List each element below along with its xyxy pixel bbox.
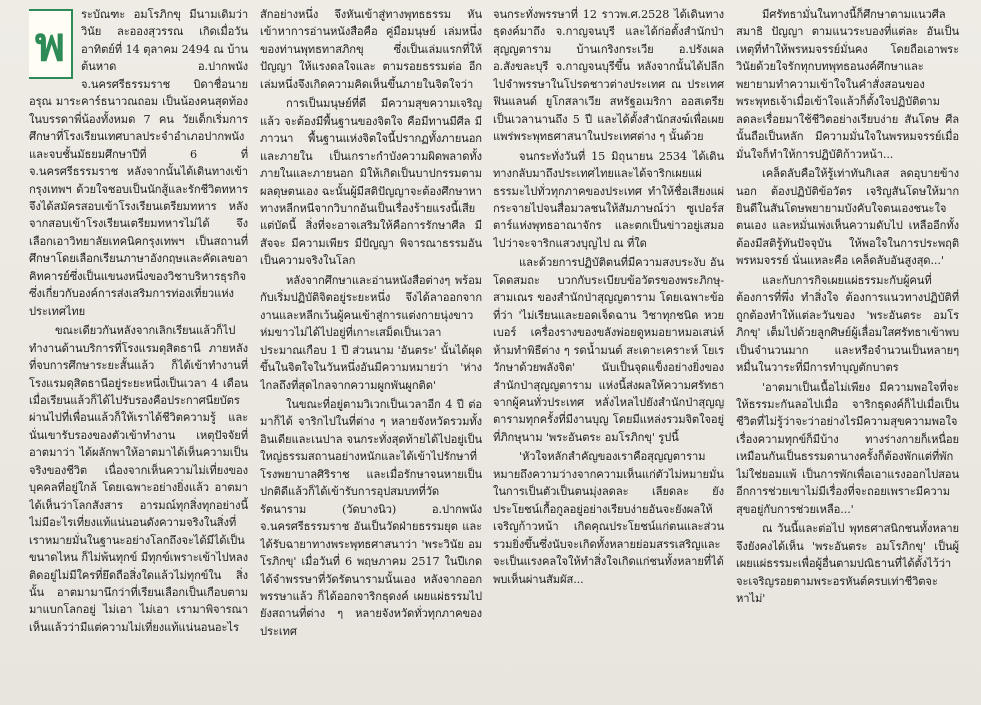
paragraph: และด้วยการปฏิบัติตนที่มีความสงบระงับ อันโดดสมถะ บวกกับระเบียบข้อวัตรของพระภิกษุ-สามเณร ของสำนักป่าสุญญตาราม โดยเฉพาะข้อที่ว่า 'ไม่เรียนและยอดเจ็ดฉาน วิชาทุกชนิด หวยเบอร์ เครื่องรางของขลังพ่อยดูหมอยาหมอเสน่ห์ ห้ามทำพิธีต่าง ๆ รดน้ำมนต์ สะเดาะเคราะห์ โยเร วักษาด้วยพลังจิต' นับเป็นจุดแข็งอย่างยิ่งของสำนักป่าสุญญตาราม แห่งนี้ส่งผลให้ความศรัทธาจากผู้คนทั่วประเทศ หลั่งไหลไปยังสำนักป่าสุญญตารามทุกครั้งที่มีงานบุญ โดยมีแหล่งรวมจิตใจอยู่ที่ภิกษุนาม 'พระอันตระ อมโรภิกขุ' รูปนี้ bbox=[493, 256, 724, 444]
paragraph: การเป็นมนุษย์ที่ดี มีความสุขความเจริญแล้ว จะต้องมีพื้นฐานของจิตใจ คือมีทานมีศีล มีภาวนา พื้นฐานแห่งจิตใจนี้ปรากฏทั้งภายนอก และภายใน เป็นเกราะกำบังความผิดพลาดทั้งภายในและภายนอก มิให้เกิดเป็นบาปกรรมตามผลดุษตนเอง ฉะนั้นผู้มีสติปัญญาจะต้องศึกษาหาทางหลีกหนีจากวิบากอันเป็นเรื่องร้ายแรงนี้เสียแต่บัดนี้ สิ่งที่จะอาจเสริมให้คือการรักษาศีล มีสัจจะ มีความเพียร มีปัญญา พิจารณาธรรมอันเป็นความจริงในโลก bbox=[260, 97, 482, 268]
paragraph: จนกระทั่งพรรษาที่ 12 ราวพ.ศ.2528 ได้เดินทางธุดงค์มาถึง จ.กาญจนบุรี และได้ก่อตั้งสำนักป่าสุญญตาราม บ้านเกริงกระเวีย อ.ปรังเผล อ.สังขละบุรี จ.กาญจนบุรีขึ้น หลังจากนั้นได้ปลีกไปจำพรรษาในโปรดชาวต่างประเทศ ณ ประเทศฟินแลนด์ ยูโกสลาเวีย สหรัฐอเมริกา ออสเตรีย เป็นเวลานานถึง 5 ปี และได้ตั้งสำนักสงฆ์เพื่อเผยแพร่พระพุทธศาสนาในประเทศต่าง ๆ นั้นด้วย bbox=[493, 8, 724, 144]
paragraph: เคล็ดลับคือให้รู้เท่าทันกิเลส ลดอุบายข้างนอก ต้องปฏิบัติข้อวัตร เจริญสันโดษให้มาก ยินดีในสันโดษพยายามบังคับใจตนเองชนะใจตนเอง และหมั่นเพ่งเห็นความดับไป เหลืออีกทั้งต้องมีสติรู้ทันปัจจุบัน ให้พอใจในการประพฤติพรหมจรรย์ นั่นแหละคือ เคล็ดลับอันสูงสุด...' bbox=[736, 167, 959, 268]
paragraph: จนกระทั่งวันที่ 15 มิถุนายน 2534 ได้เดินทางกลับมาถึงประเทศไทยและได้จาริกเผยแผ่ธรรมะไปทั่วทุกภาคของประเทศ ทำให้ชื่อเสียงแผ่กระจายไปจนสื่อมวลชนให้สัมภาษณ์ว่า ซูเปอร์สตาร์แห่งพุทธอาณาจักร และตกเป็นข่าวอยู่เสมอไปว่าจะจาริกแสวงบุญไป ณ ที่ใด bbox=[493, 149, 724, 250]
paragraph: ในขณะที่อยู่ตามวิเวกเป็นเวลาอีก 4 ปี ต่อมาก็ได้ จาริกไปในที่ต่าง ๆ หลายจังหวัดรวมทั้งอินเดียและเนปาล จนกระทั่งสุดท้ายได้ไปอยู่เป็นใหญ่ธรรมสถานอย่างหนักและได้เข้าไปรักษาที่โรงพยาบาลศิริราช และเมื่อรักษาจนหายเป็นปกติดีแล้วก็ได้เข้ารับการอุปสมบทที่วัดรัตนาราม (วัดบางนิว) อ.ปากพนัง จ.นครศรีธรรมราช อันเป็นวัดฝ่ายธรรมยุต และได้รับฉายาทางพระพุทธศาสนาว่า 'พระวินัย อมโรภิกขุ' เมื่อวันที่ 6 พฤษภาคม 2517 ในปีเกดได้จำพรรษาที่วัดรัตนารามนั้นเอง หลังจากออกพรรษาแล้ว ก็ได้ออกจาริกธุดงค์ เผยแผ่ธรรมไปยังสถานที่ต่าง ๆ หลายจังหวัดทั่วทุกภาคของประเทศ bbox=[260, 397, 482, 638]
article-column-3 bbox=[493, 6, 724, 705]
article-column-2 bbox=[260, 6, 482, 705]
paragraph: 'หัวใจหลักสำคัญของเราคือสุญญตาราม หมายถึงความว่างจากความเห็นแก่ตัวไม่หมายมั่นในการเป็นตัวเป็นตนมุ่งลดละ เลียดละ ยังประโยชน์เกื้อกูลอยู่อย่างเรียบง่ายอันจะยังผลให้เจริญก้าวหน้า เกิดคุณประโยชน์แก่ตนและส่วนรวมยิ่งขึ้นซึ่งนับจะเกิดทั้งหลายย่อมสรรเสริญและจะเป็นแรงคลใจให้ทำสิ่งใจเกิดแก่ชนทั้งหลายที่ได้พบเห็นผ่านสัมผัส... bbox=[493, 450, 724, 586]
drop-cap bbox=[29, 9, 73, 79]
drop-cap-letter: พ bbox=[34, 17, 66, 71]
paragraph: หลังจากศึกษาและอ่านหนังสือต่างๆ พร้อมกับเริ่มปฏิบัติจิตอยู่ระยะหนึ่ง จึงได้ลาออกจากงานและหลีกเว้นผู้คนเข้าสู่การแต่งกายนุ่งขาวห่มขาวไม่ได้ไปอยู่ที่เกาะเสม็ดเป็นเวลาประมาณเกือบ 1 ปี ส่วนนาม 'อันตระ' นั้นได้ผุดขึ้นในจิตใจในวันหนึ่งอันมีความหมายว่า 'ห่างไกลถึงที่สุดไกลจากความผูกพันผูกติด' bbox=[260, 273, 482, 392]
article-column-4 bbox=[736, 6, 959, 705]
paragraph: ณ วันนี้และต่อไป พุทธศาสนิกชนทั้งหลายจึงยังคงได้เห็น 'พระอันตระ อมโรภิกขุ' เป็นผู้เผยแผ่ธรรมะเพื่อผู้อื่นตามปณิธานที่ได้ตั้งไว้ว่า จะเจริญรอยตามพระอรหันต์ครบเท่าชีวิตจะหาไม่' bbox=[736, 522, 959, 605]
paragraph: ขณะเดียวกันหลังจากเลิกเรียนแล้วก็ไปทำงานด้านบริการที่โรงแรมดุสิตธานี ภายหลังที่จบการศึกษาระยะสั้นแล้ว ก็ได้เข้าทำงานที่โรงแรมดุสิตธานีอยู่ระยะหนึ่งเป็นเวลา 4 เดือน เมื่อเรียนแล้วก็ได้ไปรับรองคือประกาศนียบัตร ผ่านไปที่เพื่อนแล้วก็ให้เราได้ชีวิตความรู้ และนั่นเขารับรองของตัวเข้าทำงาน เหตุปัจจัยที่อาตมาว่า ได้ผลักพาให้อาตมาได้เห็นความเป็นจริงของชีวิต เนื่องจากเห็นความไม่เที่ยงของบุคคลที่อยู่ใกล้ โดยเฉพาะอย่างยิ่งแล้ว อาตมาได้เห็นว่าโลกสังสาร อารมณ์ทุกสิ่งทุกอย่างนี้ไม่มีอะไรเที่ยงแท้แน่นอนดังความจริงในสิ่งที่เราหมายมั่นในฐานะอย่างโลกถึงจะได้มีได้เป็นขนาดไหน ก็ไม่พ้นทุกข์ มีทุกข์เพราะเข้าไปหลงติดอยู่ไม่มีใครที่ยึดถือสิ่งใดแล้วไม่ทุกข์ใน สิ่งนั้น อาตมามานึกว่าที่เรียนเลือกเป็นเกือบตามมาแบกโลกอยู่ ไม่เอา ไม่เอา เรามาพิจารณาเห็นแล้วว่ามีแต่ความไม่เที่ยงแท้แน่นอนอะไร bbox=[29, 324, 248, 634]
paragraph: สักอย่างหนึ่ง จึงหันเข้าสู่ทางพุทธธรรม หันเข้าหาการอ่านหนังสือคือ คู่มือมนุษย์ เล่มหนึ่งของท่านพุทธทาสภิกขุ ซึ่งเป็นเล่มแรกที่ให้ปัญญา ให้แรงดลใจและ ตามรอยธรรมต่อ อีกเล่มหนึ่งจึงเกิดความคิดเห็นขึ้นภายในจิตใจว่า bbox=[260, 8, 482, 91]
paragraph: มีศรัทธามั่นในทางนี้ก็ศึกษาตามแนวศีลสมาธิ ปัญญา ตามแนวระบองที่แต่ละ อันเป็นเหตุที่ทำให้พรหมจรรย์มั่นคง โดยถือเอาพระวินัยด้วยใจรักทุกบทพุทธอนงค์ศึกษาและพยายามทำความเข้าใจในคำสั่งสอนของพระพุทธเจ้าเมื่อเข้าใจแล้วก็ตั้งใจปฏิบัติตาม ลดละเรื่อยมาใช้ชีวิตอย่างเรียบง่าย สันโดษ ศีลนั้นถือเป็นหลัก มีความมั่นใจในพรหมจรรย์เมื่อมั่นใจก็ทำให้การปฏิบัติก้าวหน้า... bbox=[736, 8, 959, 161]
paragraph: และกับการกิจเผยแผ่ธรรมะกับผู้คนที่ต้องการที่พึ่ง ทำสิ่งใจ ต้องการแนวทางปฏิบัติที่ถูกต้องทำให้แต่ละวันของ 'พระอันตระ อมโรภิกขุ' เต็มไปด้วยลูกศิษย์ผู้เลื่อมใสศรัทธาเข้าพบเป็นจำนวนมาก และหรือจำนวนเป็นหลายๆ หมื่นในวาระที่มีการทำบุญตักบาตร bbox=[736, 273, 959, 375]
article-column-1 bbox=[29, 6, 248, 705]
paragraph: ระบัณฑะ อมโรภิกขุ มีนามเดิมว่า วินัย ละอองสุวรรณ เกิดเมื่อวันอาทิตย์ที่ 14 ตุลาคม 2494 ณ บ้านต้นหาด อ.ปากพนัง จ.นครศรีธรรมราช บิดาชื่อนายอรุณ มาระคาร์ธนาวณถอม เป็นน้องคนสุดท้องในบรรดาพี่น้องทั้งหมด 7 คน วัยเด็กเริ่มการศึกษาที่โรงเรียนเทศบาลประจำอำเภอปากพนัง และจบชั้นมัธยมศึกษาปีที่ 6 ที่ จ.นครศรีธรรมราช หลังจากนั้นได้เดินทางเข้ากรุงเทพฯ ด้วยใจชอบเป็นนักสู้และรักชีวิตทหาร จึงได้สมัครสอบเข้าโรงเรียนเตรียมทหาร หลังจากสอบเข้าโรงเรียนเตรียมทหารไม่ได้ จึงเลือกเอาวิทยาลัยเทคนิคกรุงเทพฯ เป็นสถานที่ศึกษาโดยเลือกเรียนภาษาอังกฤษและคัดเลขอาคิทคารย์ซึ่งเป็นแขนงหนึ่งของวิชาบริหารธุรกิจ ซึ่งเกี่ยวกับองค์การส่งเสริมการท่องเที่ยวแห่งประเทศไทย bbox=[29, 8, 248, 318]
paragraph: 'อาตมาเป็นเนื้อไม่เพียง มีความพอใจที่จะให้ธรรมะกันลอไปเมื่อ จาริกธุดงค์ก็ไปเมื่อเป็นชีวิตที่ไม่รู้ว่าจะว่าอย่างไรมีความสุขความพอใจเรื่องความทุกข์ก็มีบ้าง ทางร่างกายก็เหนื่อยเหมือนกันเป็นธรรมดานางครั้งก็ต้องพักแต่ที่พักไม่ใช่ยอมแพ้ เป็นการพักเพื่อเอาแรงออกไปสอนอีกการช่วยเขาไม่มีเรื่องที่จะถอยเพราะมีความสุขอยู่กับการช่วยเหลือ...' bbox=[736, 380, 959, 516]
